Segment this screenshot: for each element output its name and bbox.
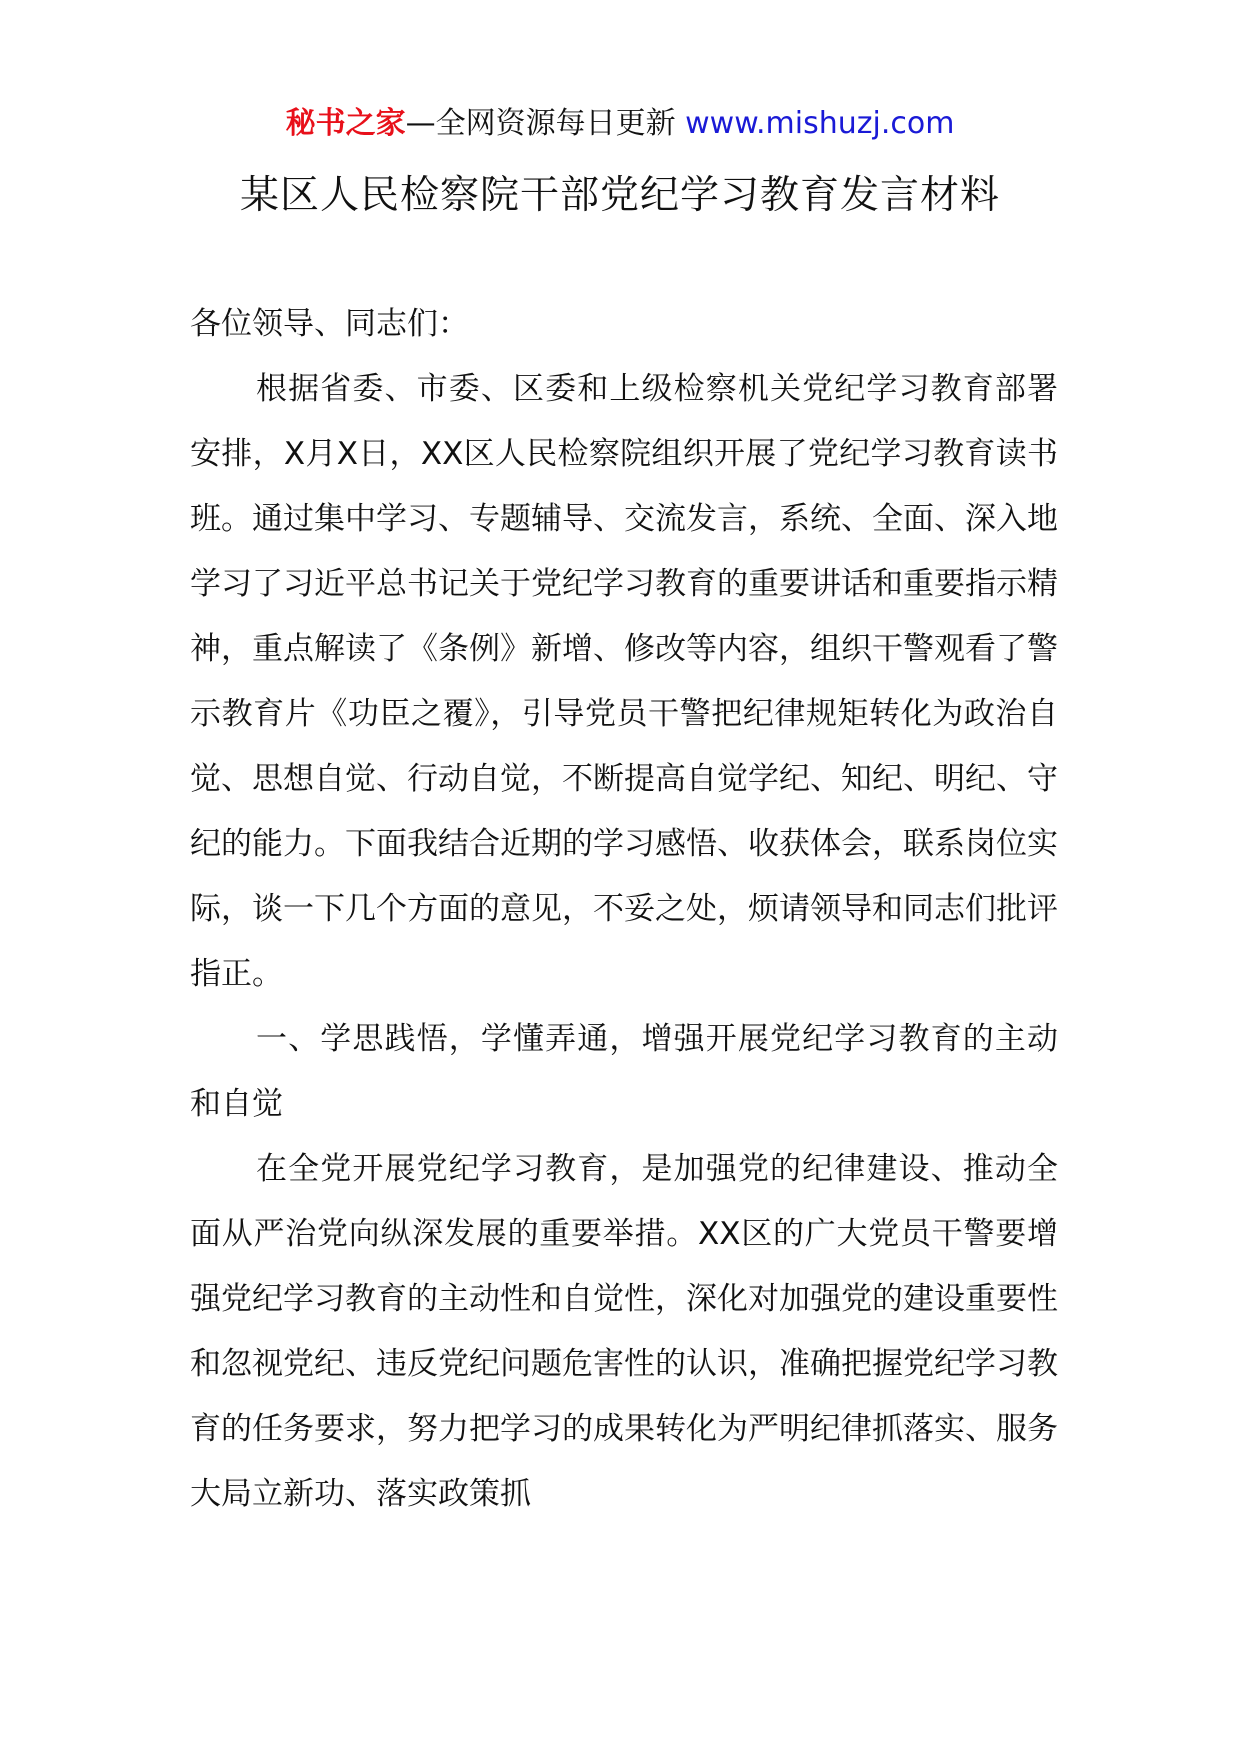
header-tagline: —全网资源每日更新: [405, 106, 686, 141]
document-title: 某区人民检察院干部党纪学习教育发言材料: [239, 173, 1000, 218]
brand-name: 秘书之家: [285, 106, 406, 141]
document-body: [190, 292, 1058, 1527]
paragraph-intro: 根据省委、市委、区委和上级检察机关党纪学习教育部署安排，X月X日，XX区人民检察院组织开展了党纪学习教育读书班。通过集中学习、专题辅导、交流发言，系统、全面、深入地学习了习近平总书记关于党纪学习教育的重要讲话和重要指示精神，重点解读了《条例》新增、修改等内容，组织干警观看了警示教育片《功臣之覆》，引导党员干警把纪律规矩转化为政治自觉、思想自觉、行动自觉，不断提高自觉学纪、知纪、明纪、守纪的能力。下面我结合近期的学习感悟、收获体会，联系岗位实际，谈一下几个方面的意见，不妥之处，烦请领导和同志们批评指正。: [190, 371, 1058, 992]
section-heading-1: 一、学思践悟，学懂弄通，增强开展党纪学习教育的主动和自觉: [190, 1021, 1058, 1122]
site-header: [0, 104, 1240, 144]
site-url-link[interactable]: www.mishuzj.com: [685, 106, 955, 141]
salutation: 各位领导、同志们：: [190, 306, 469, 342]
paragraph-section-1: 在全党开展党纪学习教育，是加强党的纪律建设、推动全面从严治党向纵深发展的重要举措。XX区的广大党员干警要增强党纪学习教育的主动性和自觉性，深化对加强党的建设重要性和忽视党纪、违反党纪问题危害性的认识，准确把握党纪学习教育的任务要求，努力把学习的成果转化为严明纪律抓落实、服务大局立新功、落实政策抓: [190, 1151, 1058, 1512]
